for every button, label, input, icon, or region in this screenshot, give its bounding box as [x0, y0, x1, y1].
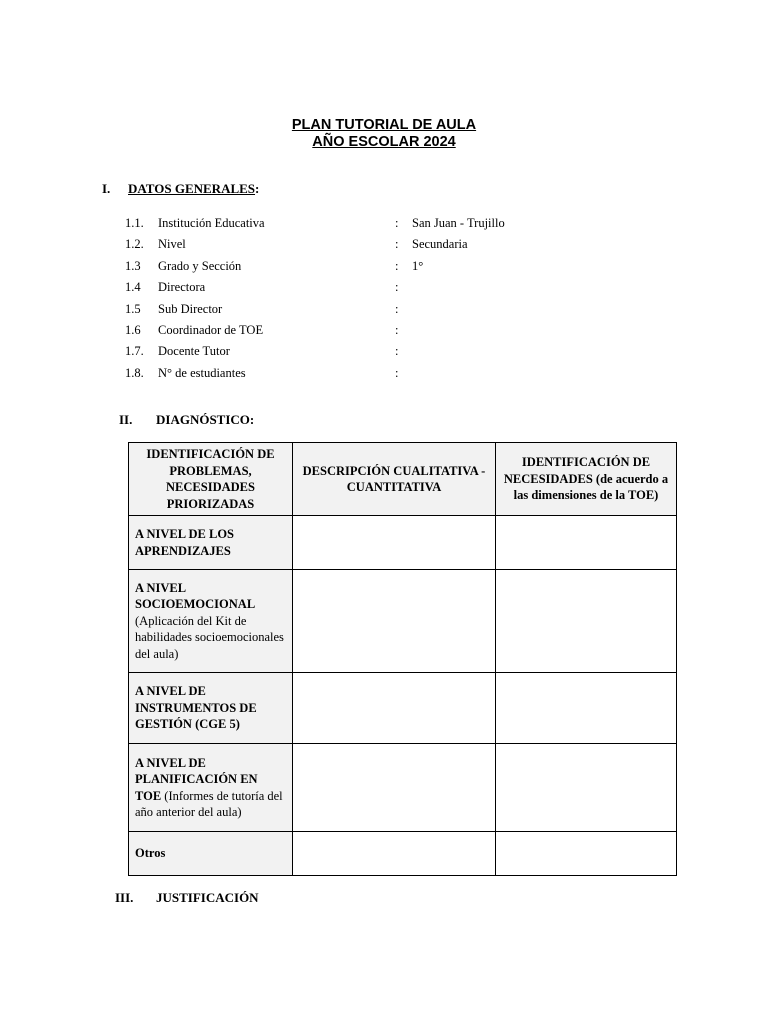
row-label: Sub Director	[158, 302, 223, 316]
row-colon: :	[395, 323, 399, 337]
row-number: 1.8.	[125, 366, 144, 380]
datos-row	[0, 344, 768, 364]
table-row-label	[129, 516, 293, 570]
table-row	[129, 673, 677, 744]
table-header-cell: IDENTIFICACIÓN DE NECESIDADES (de acuerdo a las dimensiones de la TOE)	[496, 443, 677, 516]
row-label-bold: A NIVEL SOCIOEMOCIONAL	[135, 580, 256, 612]
datos-row	[0, 323, 768, 343]
row-label-bold: A NIVEL DE LOS APRENDIZAJES	[135, 527, 234, 558]
row-label: N° de estudiantes	[158, 366, 246, 380]
document-title-line2: AÑO ESCOLAR 2024	[312, 134, 456, 150]
row-colon: :	[395, 344, 399, 358]
row-colon: :	[395, 302, 399, 316]
row-label: Directora	[158, 280, 206, 294]
section-number: I.	[102, 181, 111, 196]
row-label: Nivel	[158, 237, 186, 251]
table-row	[129, 516, 677, 570]
row-colon: :	[395, 280, 399, 294]
row-label: Institución Educativa	[158, 216, 265, 230]
section-label: JUSTIFICACIÓN	[156, 890, 259, 905]
table-row-label	[129, 673, 293, 744]
row-label-bold: A NIVEL DE INSTRUMENTOS DE GESTIÓN (CGE 5)	[135, 684, 257, 732]
row-number: 1.7.	[125, 344, 144, 358]
table-row	[129, 570, 677, 673]
table-cell-needs[interactable]	[496, 516, 677, 570]
row-label-note: (Informes de tutoría del año anterior del aula)	[135, 788, 283, 819]
document-title-line1: PLAN TUTORIAL DE AULA	[291, 117, 477, 133]
section-datos-generales-heading	[102, 181, 402, 199]
row-value: Secundaria	[412, 237, 468, 251]
row-colon: :	[395, 366, 399, 380]
table-row-label	[129, 744, 293, 832]
table-cell-needs[interactable]	[496, 832, 677, 876]
row-label: Docente Tutor	[158, 344, 230, 358]
datos-row	[0, 366, 768, 386]
row-label-note: (Aplicación del Kit de habilidades socioemocionales del aula)	[135, 613, 284, 661]
diagnostico-table	[128, 442, 677, 876]
row-value: 1°	[412, 259, 424, 273]
datos-row	[0, 216, 768, 236]
row-number: 1.1.	[125, 216, 144, 230]
section-justificacion-heading	[115, 890, 415, 908]
row-label-bold: A NIVEL DE PLANIFICACIÓN EN TOE	[135, 755, 258, 803]
table-cell-description[interactable]	[293, 744, 496, 832]
table-row	[129, 744, 677, 832]
row-number: 1.5	[125, 302, 141, 316]
table-header-row	[129, 443, 677, 516]
section-label: DIAGNÓSTICO:	[156, 412, 255, 427]
row-number: 1.4	[125, 280, 141, 294]
datos-row	[0, 259, 768, 279]
table-cell-description[interactable]	[293, 516, 496, 570]
row-number: 1.2.	[125, 237, 144, 251]
row-value: San Juan - Trujillo	[412, 216, 505, 230]
datos-row	[0, 237, 768, 257]
row-number: 1.3	[125, 259, 141, 273]
row-colon: :	[395, 237, 399, 251]
row-label: Coordinador de TOE	[158, 323, 264, 337]
table-cell-description[interactable]	[293, 570, 496, 673]
table-row-label	[129, 570, 293, 673]
table-row-label	[129, 832, 293, 876]
datos-row	[0, 302, 768, 322]
table-cell-needs[interactable]	[496, 570, 677, 673]
row-colon: :	[395, 259, 399, 273]
table-cell-description[interactable]	[293, 832, 496, 876]
table-header-cell: IDENTIFICACIÓN DE PROBLEMAS, NECESIDADES PRIORIZADAS	[129, 443, 293, 516]
table-cell-needs[interactable]	[496, 744, 677, 832]
row-label-bold: Otros	[135, 846, 166, 861]
table-row	[129, 832, 677, 876]
row-colon: :	[395, 216, 399, 230]
row-label: Grado y Sección	[158, 259, 242, 273]
section-diagnostico-heading	[119, 412, 419, 430]
table-header-cell: DESCRIPCIÓN CUALITATIVA - CUANTITATIVA	[293, 443, 496, 516]
datos-row	[0, 280, 768, 300]
section-number: II.	[119, 412, 133, 427]
section-label: DATOS GENERALES:	[128, 181, 260, 196]
section-number: III.	[115, 890, 134, 905]
row-number: 1.6	[125, 323, 141, 337]
table-cell-description[interactable]	[293, 673, 496, 744]
table-cell-needs[interactable]	[496, 673, 677, 744]
